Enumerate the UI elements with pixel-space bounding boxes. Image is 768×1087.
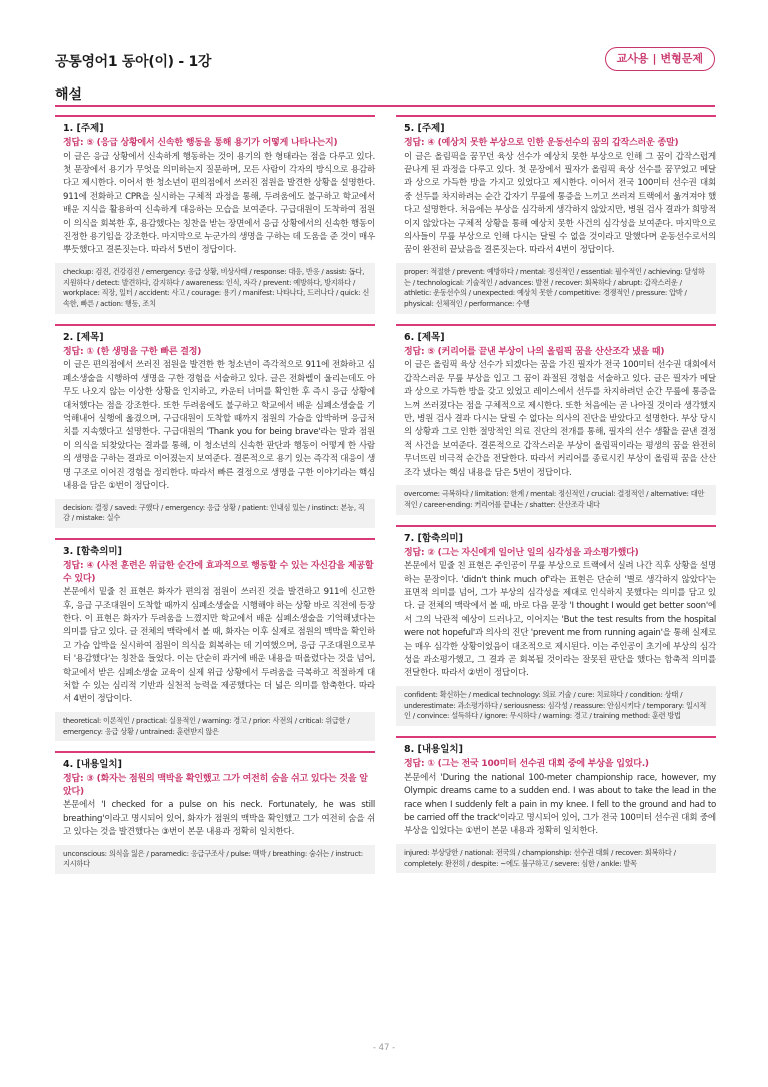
vocabulary-box: overcome: 극복하다 / limitation: 한계 / mental: 정신적인 / crucial: 결정적인 / alternative: 대안적인 / career-ending: 커리어를 끝내는 / shatter: 산산조각 내다 <box>396 485 716 515</box>
explanation-text: 본문에서 밑줄 친 표현은 주인공이 무릎 부상으로 트랙에서 실려 나간 직후 상황을 설명하는 문장이다. 'didn't think much of'라는 표현은 단순히 '별로 생각하지 않았다'는 표면적 의미를 넘어, 그가 부상의 심각성을 제대로 인식하지 못했다는 의미를 담고 있다. 글 전체의 맥락에서 볼 때, 바로 다음 문장 'I thought I would get better soon'에서 그의 낙관적 예상이 드러나고, 이어지는 'But the test results from the hospital were not hopeful'과 의사의 진단 'prevent me from running again'을 통해 실제로는 매우 심각한 상황이었음이 대조적으로 제시된다. 이는 주인공이 초기에 부상의 심각성을 과소평가했고, 그 결과 곧 회복될 것이라는 잘못된 판단을 했다는 함축적 의미를 전달한다. 따라서 ②번이 정답이다. <box>404 561 716 679</box>
answer-line: 정답: ④ (예상치 못한 부상으로 인한 운동선수의 꿈의 갑작스러운 종말) <box>404 138 679 148</box>
vocabulary-box: proper: 적절한 / prevent: 예방하다 / mental: 정신적인 / essential: 필수적인 / achieving: 달성하는 / technological: 기술적인 / advances: 발전 / recover: 회복하다 / abrupt: 갑작스러운 / athletic: 운동선수의 / unexpected: 예상치 못한 / competitive: 경쟁적인 / pressure: 압박 / physical: 신체적인 / performance: 수행 <box>396 263 716 314</box>
vocabulary-box: unconscious: 의식을 잃은 / paramedic: 응급구조사 / pulse: 맥박 / breathing: 숨쉬는 / instruct: 지시하다 <box>55 845 375 875</box>
explanation-text: 본문에서 밑줄 친 표현은 화자가 편의점 점원이 쓰러진 것을 발견하고 911에 신고한 후, 응급 구조대원이 도착할 때까지 심폐소생술을 시행해야 하는 상황 바로 직전에 등장한다. 이 표현은 화자가 두려움을 느꼈지만 학교에서 배운 심폐소생술을 기억해냈다는 의미를 담고 있다. 글 전체의 맥락에서 볼 때, 화자는 이후 실제로 점원의 맥박을 확인하고 가슴 압박을 실시하여 점원이 의식을 회복하는 데 기여했으며, 응급 구조대원으로부터 '용감했다'는 칭찬을 들었다. 이는 단순히 과거에 배운 내용을 떠올렸다는 것을 넘어, 학교에서 받은 심폐소생술 교육이 실제 위급 상황에서 두려움을 극복하고 적절하게 대처할 수 있는 심리적 기반과 실천적 능력을 제공했다는 더 넓은 의미를 함축한다. 따라서 4번이 정답이다. <box>63 587 375 705</box>
question-number: 5. [주제] <box>404 123 445 134</box>
page-header <box>55 47 715 77</box>
vocabulary-box: checkup: 검진, 건강검진 / emergency: 응급 상황, 비상사태 / response: 대응, 반응 / assist: 돕다, 지원하다 / detect: 발견하다, 감지하다 / awareness: 인식, 자각 / prevent: 예방하다, 방지하다 / workplace: 직장, 일터 / accident: 사고 / courage: 용기 / manifest: 나타나다, 드러나다 / quick: 신속한, 빠른 / action: 행동, 조치 <box>55 263 375 314</box>
teacher-version-badge <box>605 47 715 71</box>
answer-line: 정답: ④ (사전 훈련은 위급한 순간에 효과적으로 행동할 수 있는 자신감을 제공할 수 있다) <box>63 561 374 584</box>
question-number: 2. [제목] <box>63 331 104 343</box>
explanation-text: 이 글은 올림픽을 꿈꾸던 육상 선수가 예상치 못한 부상으로 인해 그 꿈이 갑작스럽게 끝나게 된 과정을 다루고 있다. 첫 문장에서 필자가 올림픽 육상 선수를 꿈꾸었고 메달과 상으로 가득한 방을 가지고 있었다고 제시한다. 이어서 전국 100미터 선수권 대회 중 선두를 차지하려는 순간 갑자기 무릎에 통증을 느끼고 쓰러져 트랙에서 옮겨져야 했다고 설명한다. 처음에는 부상을 심각하게 생각하지 않았지만, 병원 검사 결과가 희망적이지 않았다는 구체적 상황을 통해 예상치 못한 사건의 심각성을 보여준다. 마지막으로 의사들이 무릎 부상으로 인해 다시는 달릴 수 없을 것이라고 말했다며 운동선수로서의 꿈이 완전히 끝났음을 결론짓는다. 따라서 4번이 정답이다. <box>404 151 716 256</box>
answer-line: 정답: ⑤ (응급 상황에서 신속한 행동을 통해 용기가 어떻게 나타나는지) <box>63 138 338 148</box>
question-2-explanation <box>55 324 375 528</box>
badge-variant-label: 변형문제 <box>660 52 703 65</box>
left-column <box>55 115 375 884</box>
question-number: 6. [제목] <box>404 331 445 343</box>
vocabulary-box: confident: 확신하는 / medical technology: 의료 기술 / cure: 치료하다 / condition: 상태 / underestimate: 과소평가하다 / seriousness: 심각성 / reassure: 안심시키다 / temporary: 일시적인 / convince: 설득하다 / ignore: 무시하다 / warning: 경고 / training method: 훈련 방법 <box>396 686 716 726</box>
vocabulary-box: theoretical: 이론적인 / practical: 실용적인 / warning: 경고 / prior: 사전의 / critical: 위급한 / emergency: 응급 상황 / untrained: 훈련받지 않은 <box>55 712 375 742</box>
answer-line: 정답: ⑤ (커리어를 끝낸 부상이 나의 올림픽 꿈을 산산조각 냈을 때) <box>404 346 665 357</box>
question-number: 8. [내용일치] <box>404 744 463 756</box>
explanation-text: 이 글은 편의점에서 쓰러진 점원을 발견한 한 청소년이 즉각적으로 911에 전화하고 심폐소생술을 시행하여 생명을 구한 경험을 서술하고 있다. 글은 전화벨이 울리는데도 아무도 나오지 않는 이상한 상황을 인지하고, 카운터 너머를 확인한 후 즉시 응급 상황에 대처했다는 점을 강조한다. 또한 두려움에도 불구하고 학교에서 배운 심폐소생술을 기억해내어 실행에 옮겼으며, 구급대원이 도착할 때까지 점원의 가슴을 압박하며 응급처치를 지속했다고 설명한다. 구급대원의 'Thank you for being brave'라는 말과 점원이 의식을 되찾았다는 결과를 통해, 이 청소년의 신속한 판단과 행동이 어떻게 한 사람의 생명을 구하는 결과로 이어졌는지 보여준다. 결론적으로 용기 있는 즉각적 대응이 생명 구조로 이어진 경험을 정리한다. 따라서 빠른 결정으로 생명을 구한 이야기라는 핵심 내용을 담은 ①번이 정답이다. <box>63 360 375 492</box>
answer-line: 정답: ② (그는 자신에게 일어난 일의 심각성을 과소평가했다) <box>404 547 639 558</box>
explanation-text: 이 글은 올림픽 육상 선수가 되겠다는 꿈을 가진 필자가 전국 100미터 선수권 대회에서 갑작스러운 무릎 부상을 입고 그 꿈이 좌절된 경험을 서술하고 있다. 글은 필자가 메달과 상으로 가득한 방을 갖고 있었고 레이스에서 선두를 차지하려던 순간 무릎에 통증을 느껴 쓰러졌다는 점을 구체적으로 제시한다. 또한 처음에는 곧 나아질 것이라 생각했지만, 병원 검사 결과 다시는 달릴 수 없다는 의사의 진단을 받았다고 설명한다. 부상 당시의 상황과 그로 인한 절망적인 의료 진단의 전개를 통해, 필자의 선수 생활을 끝낸 결정적 사건을 보여준다. 결론적으로 갑작스러운 부상이 올림픽이라는 평생의 꿈을 완전히 무너뜨린 비극적 순간을 전달한다. 따라서 커리어를 종료시킨 부상이 올림픽 꿈을 산산조각 냈다는 핵심 내용을 담은 5번이 정답이다. <box>404 360 716 478</box>
right-column <box>396 115 716 883</box>
answer-line: 정답: ③ (화자는 점원의 맥박을 확인했고 그가 여전히 숨을 쉬고 있다는 것을 알았다) <box>63 774 368 797</box>
vocabulary-box: injured: 부상당한 / national: 전국의 / championship: 선수권 대회 / recover: 회복하다 / completely: 완전히 / despite: ~에도 불구하고 / severe: 심한 / ankle: 발목 <box>396 844 716 874</box>
question-number: 4. [내용일치] <box>63 759 122 771</box>
question-6-explanation <box>396 324 716 515</box>
question-1-explanation <box>55 115 375 314</box>
answer-line: 정답: ① (그는 전국 100미터 선수권 대회 중에 부상을 입었다.) <box>404 759 649 770</box>
section-title: 해설 <box>55 87 83 103</box>
explanation-text: 이 글은 응급 상황에서 신속하게 행동하는 것이 용기의 한 형태라는 점을 다루고 있다. 첫 문장에서 용기가 무엇을 의미하는지 질문하며, 모든 사람이 각자의 방식으로 용감하다고 제시한다. 이어서 한 청소년이 편의점에서 쓰러진 점원을 발견한 상황을 설명한다. 911에 전화하고 CPR을 실시하는 구체적 과정을 통해, 두려움에도 불구하고 학교에서 배운 지식을 활용하여 신속하게 대응하는 모습을 보여준다. 구급대원이 도착하여 점원이 의식을 회복한 후, 용감했다는 칭찬을 받는 장면에서 응급 상황에서의 신속한 행동이 진정한 용기임을 강조한다. 마지막으로 누군가의 생명을 구하는 데 도움을 준 것이 매우 뿌듯했다고 결론짓는다. 따라서 5번이 정답이다. <box>63 151 375 256</box>
answer-line: 정답: ① (한 생명을 구한 빠른 결정) <box>63 346 202 357</box>
explanation-text: 본문에서 'During the national 100-meter championship race, however, my Olympic dreams came to a sudden end. I was about to take the lead in the race when I suddenly felt a pain in my knee. I fell to the ground and had to be carried off the track'이라고 명시되어 있어, 그가 전국 100미터 선수권 대회 중에 부상을 입었다는 ①번이 본문 내용과 정확히 일치한다. <box>404 772 716 837</box>
question-number: 1. [주제] <box>63 123 104 134</box>
question-5-explanation <box>396 115 716 314</box>
page-number: - 47 - <box>372 1043 396 1053</box>
doc-title: 공통영어1 동아(이) - 1강 <box>55 54 212 70</box>
question-4-explanation <box>55 751 375 874</box>
question-7-explanation <box>396 525 716 727</box>
question-8-explanation <box>396 736 716 873</box>
section-divider <box>55 105 715 107</box>
vocabulary-box: decision: 결정 / saved: 구했다 / emergency: 응급 상황 / patient: 인내심 있는 / instinct: 본능, 직감 / mistake: 실수 <box>55 499 375 529</box>
explanation-text: 본문에서 'I checked for a pulse on his neck. Fortunately, he was still breathing'이라고 명시되어 있어, 화자가 점원의 맥박을 확인했고 그가 여전히 숨을 쉬고 있다는 것을 발견했다는 ③번이 본문 내용과 정확히 일치한다. <box>63 800 375 838</box>
badge-separator: | <box>652 52 657 65</box>
question-number: 7. [함축의미] <box>404 532 463 544</box>
question-number: 3. [함축의미] <box>63 546 122 558</box>
badge-teacher-label: 교사용 <box>616 52 649 65</box>
question-3-explanation <box>55 538 375 741</box>
